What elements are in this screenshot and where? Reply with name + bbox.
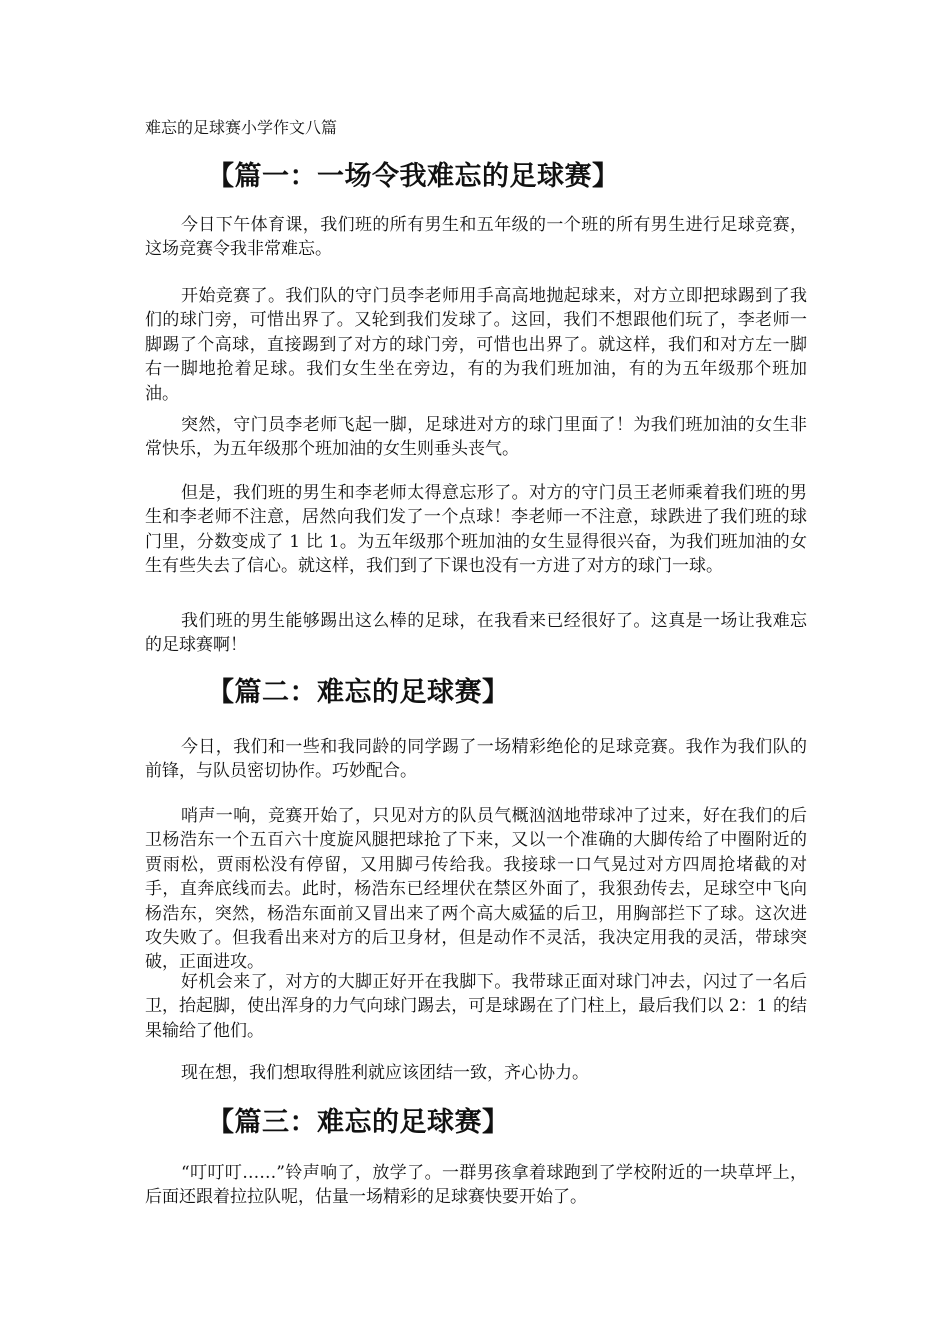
document-title: 难忘的足球赛小学作文八篇 xyxy=(145,118,338,137)
section-1-paragraph-4: 但是，我们班的男生和李老师太得意忘形了。对方的守门员王老师乘着我们班的男生和李老师不注意，居然向我们发了一个点球！李老师一不注意，球跌进了我们班的球门里，分数变成了 1 比 1。为五年级那个班加油的女生显得很兴奋，为我们班加油的女生有些失去了信心。就这样，我们到了下课也没有一方进了对方的球门一球。 xyxy=(145,483,807,577)
section-1-paragraph-5: 我们班的男生能够踢出这么棒的足球，在我看来已经很好了。这真是一场让我难忘的足球赛啊！ xyxy=(145,611,807,656)
section-1-paragraph-1: 今日下午体育课，我们班的所有男生和五年级的一个班的所有男生进行足球竞赛，这场竞赛令我非常难忘。 xyxy=(145,215,807,260)
section-2-paragraph-4: 现在想，我们想取得胜利就应该团结一致，齐心协力。 xyxy=(181,1063,589,1083)
section-1-paragraph-3: 突然，守门员李老师飞起一脚，足球进对方的球门里面了！为我们班加油的女生非常快乐，为五年级那个班加油的女生则垂头丧气。 xyxy=(145,415,807,460)
section-2-paragraph-3: 好机会来了，对方的大脚正好开在我脚下。我带球正面对球门冲去，闪过了一名后卫，抬起脚，使出浑身的力气向球门踢去，可是球踢在了门柱上，最后我们以 2：1 的结果输给了他们。 xyxy=(145,972,807,1041)
section-3-paragraph-1: “叮叮叮……”铃声响了，放学了。一群男孩拿着球跑到了学校附近的一块草坪上，后面还跟着拉拉队呢，估量一场精彩的足球赛快要开始了。 xyxy=(145,1163,807,1208)
section-heading-2: 【篇二：难忘的足球赛】 xyxy=(207,677,510,708)
section-heading-1: 【篇一：一场令我难忘的足球赛】 xyxy=(207,161,620,192)
section-2-paragraph-2: 哨声一响，竞赛开始了，只见对方的队员气概汹汹地带球冲了过来，好在我们的后卫杨浩东一个五百六十度旋风腿把球抢了下来，又以一个准确的大脚传给了中圈附近的贾雨松，贾雨松没有停留，又用脚弓传给我。我接球一口气晃过对方四周抢堵截的对手，直奔底线而去。此时，杨浩东已经埋伏在禁区外面了，我狠劲传去，足球空中飞向杨浩东，突然，杨浩东面前又冒出来了两个高大威猛的后卫，用胸部拦下了球。这次进攻失败了。但我看出来对方的后卫身材，但是动作不灵活，我决定用我的灵活，带球突破，正面进攻。 xyxy=(145,806,807,973)
section-2-paragraph-1: 今日，我们和一些和我同龄的同学踢了一场精彩绝伦的足球竞赛。我作为我们队的前锋，与队员密切协作。巧妙配合。 xyxy=(145,737,807,782)
section-heading-3: 【篇三：难忘的足球赛】 xyxy=(207,1107,510,1138)
section-1-paragraph-2: 开始竞赛了。我们队的守门员李老师用手高高地抛起球来，对方立即把球踢到了我们的球门旁，可惜出界了。又轮到我们发球了。这回，我们不想跟他们玩了，李老师一脚踢了个高球，直接踢到了对方的球门旁，可惜也出界了。就这样，我们和对方左一脚右一脚地抢着足球。我们女生坐在旁边，有的为我们班加油，有的为五年级那个班加油。 xyxy=(145,286,807,404)
